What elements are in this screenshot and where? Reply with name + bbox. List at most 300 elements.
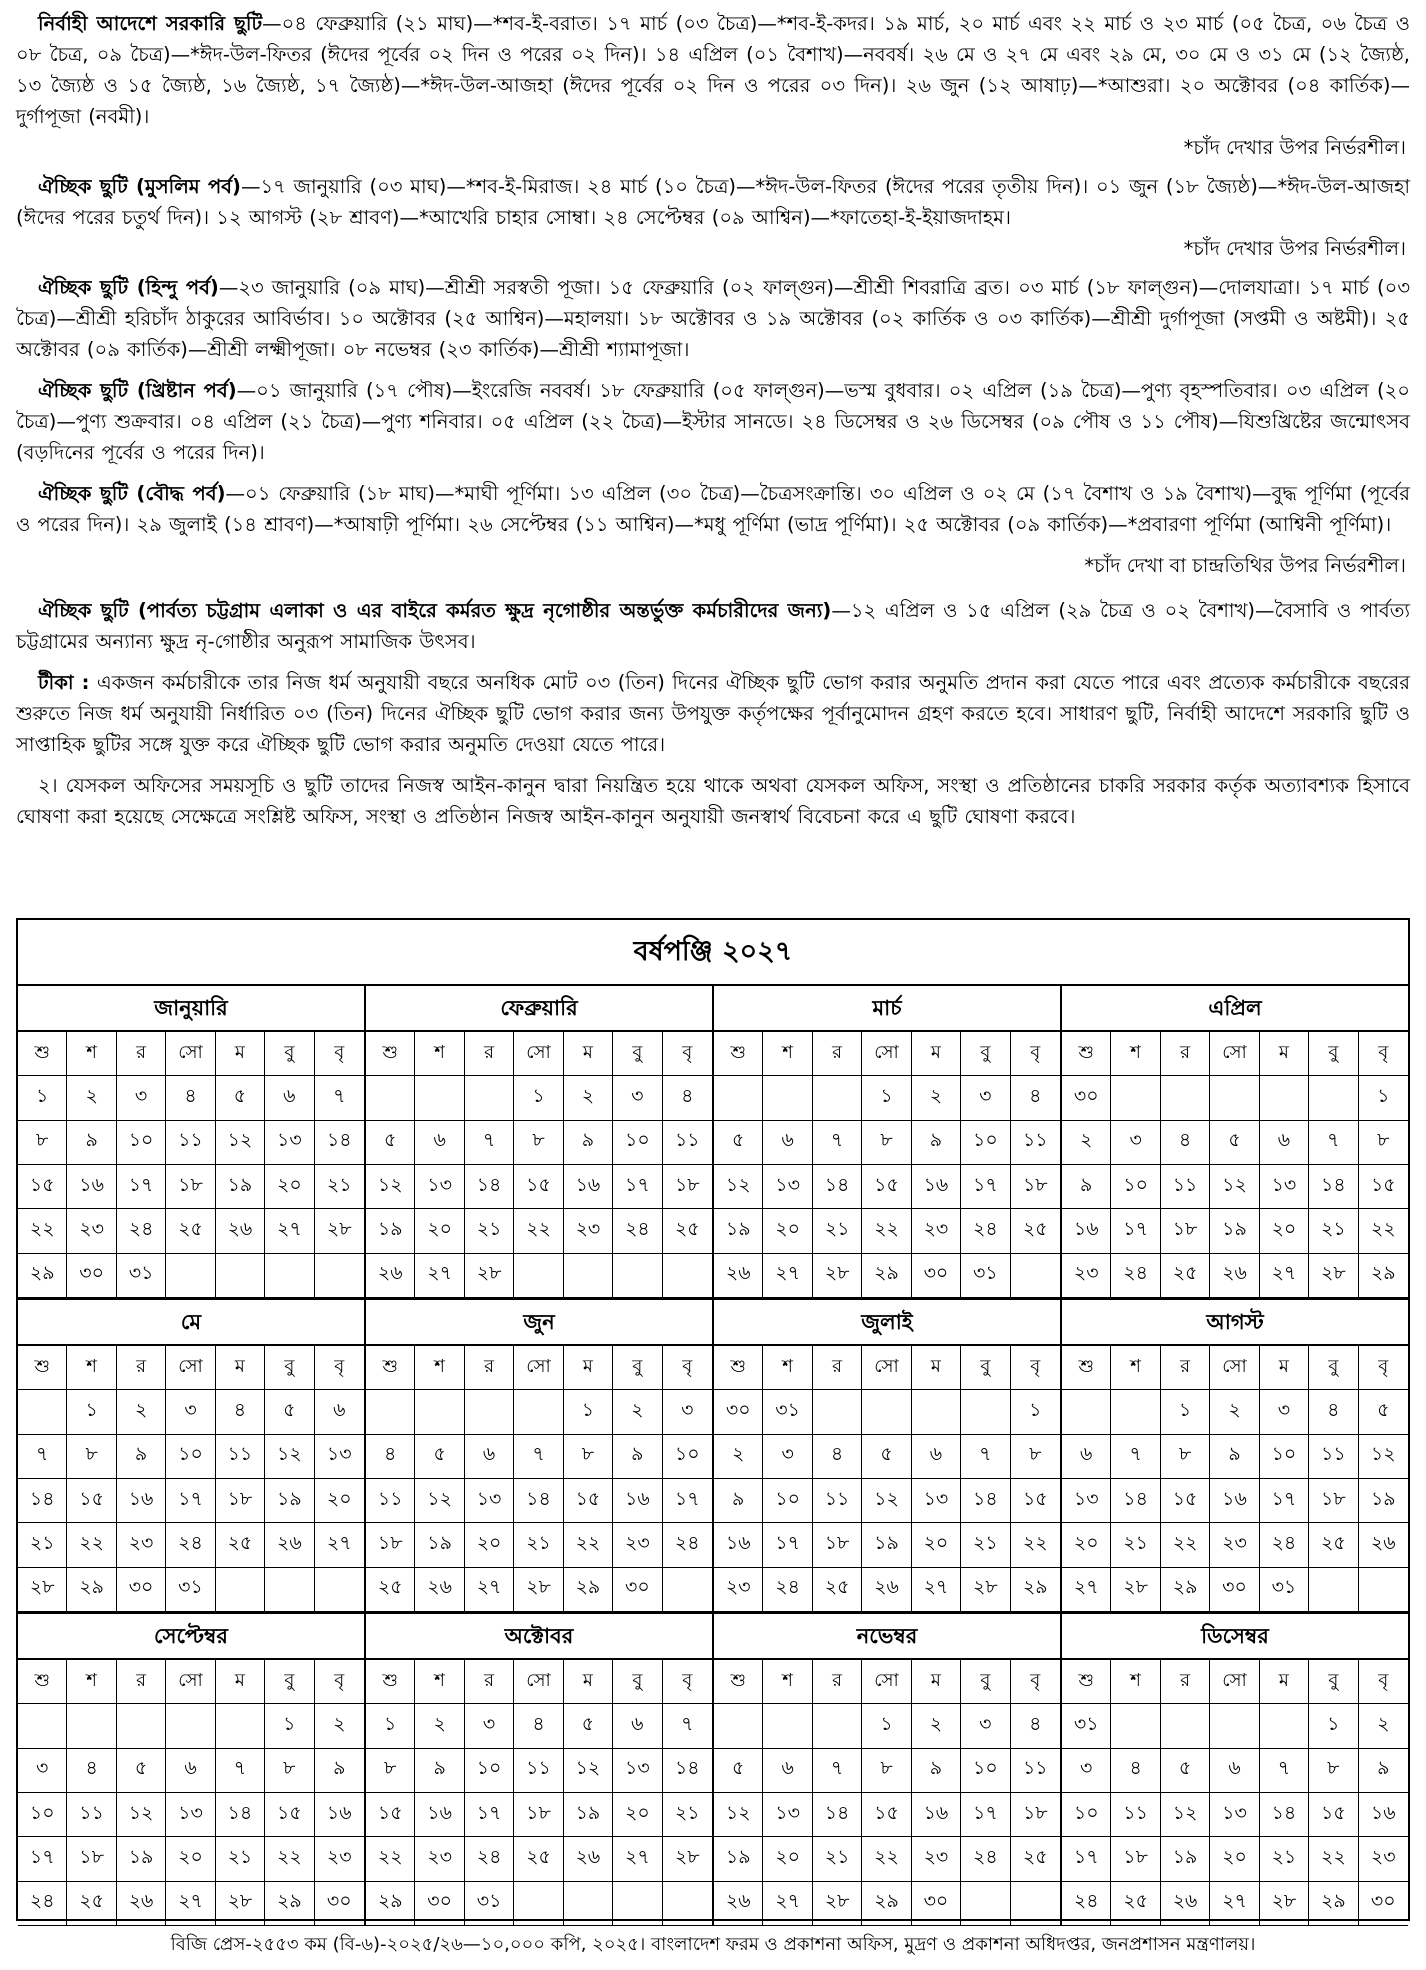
day-cell: ২০: [1062, 1523, 1111, 1567]
day-cell: ২১: [1111, 1523, 1160, 1567]
calendar-2027: [16, 918, 1410, 1921]
day-cell: ২৯: [564, 1568, 613, 1612]
weekday-header: বৃ: [315, 1032, 364, 1076]
day-cell: ২৪: [1062, 1882, 1111, 1926]
day-cell: ২: [415, 1704, 464, 1748]
month-block: [364, 1614, 712, 1926]
day-cell: ১৮: [216, 1479, 265, 1523]
day-cell: ৩১: [465, 1882, 514, 1926]
day-cell: ১৭: [663, 1479, 712, 1523]
month-grid: [366, 1346, 712, 1612]
month-grid: [18, 1660, 364, 1926]
day-cell: ১০: [763, 1479, 812, 1523]
day-cell: ১৩: [166, 1793, 215, 1837]
day-cell: ১০: [1260, 1435, 1309, 1479]
day-cell: ২৫: [1161, 1254, 1210, 1298]
weekday-header: র: [465, 1032, 514, 1076]
day-cell: ১০: [961, 1749, 1010, 1793]
day-cell: [216, 1704, 265, 1748]
paragraph-text: —০৪ ফেব্রুয়ারি (২১ মাঘ)—*শব-ই-বরাত। ১৭ মার্চ (০৩ চৈত্র)—*শব-ই-কদর। ১৯ মার্চ, ২০ মার্চ এবং ২২ মার্চ ও ২৩ মার্চ (০৫ চৈত্র, ০৬ চৈত্র ও ০৮ চৈত্র, ০৯ চৈত্র)—*ঈদ-উল-ফিতর (ঈদের পূর্বের ০২ দিন ও পরের ০২ দিন)। ১৪ এপ্রিল (০১ বৈশাখ)—নববর্ষ। ২৬ মে ও ২৭ মে এবং ২৯ মে, ৩০ মে ও ৩১ মে (১২ জ্যৈষ্ঠ, ১৩ জ্যৈষ্ঠ ও ১৫ জ্যৈষ্ঠ, ১৬ জ্যৈষ্ঠ, ১৭ জ্যৈষ্ঠ)—*ঈদ-উল-আজহা (ঈদের পূর্বের ০২ দিন ও পরের ০৩ দিন)। ২৬ জুন (১২ আষাঢ়)—*আশুরা। ২০ অক্টোবর (০৪ কার্তিক)—দুর্গাপূজা (নবমী)।: [16, 12, 1410, 128]
day-cell: ৮: [1161, 1435, 1210, 1479]
day-cell: ২২: [18, 1209, 67, 1253]
day-cell: ৬: [265, 1076, 314, 1120]
day-cell: ২৬: [117, 1882, 166, 1926]
day-cell: ১৩: [265, 1121, 314, 1165]
day-cell: ২৭: [315, 1523, 364, 1567]
day-cell: ৬: [613, 1704, 662, 1748]
day-cell: ১৬: [912, 1165, 961, 1209]
day-cell: ২৯: [1161, 1568, 1210, 1612]
day-cell: ২৪: [1260, 1523, 1309, 1567]
day-cell: ১৭: [117, 1165, 166, 1209]
day-cell: ৯: [117, 1435, 166, 1479]
weekday-header: বৃ: [1359, 1032, 1408, 1076]
day-cell: ২০: [763, 1837, 812, 1881]
day-cell: ২৬: [366, 1254, 415, 1298]
day-cell: ১৭: [763, 1523, 812, 1567]
day-cell: ২৫: [514, 1837, 563, 1881]
day-cell: [1309, 1076, 1358, 1120]
day-cell: ৭: [961, 1435, 1010, 1479]
day-cell: [1111, 1076, 1160, 1120]
day-cell: ১৬: [67, 1165, 116, 1209]
day-cell: ৭: [18, 1435, 67, 1479]
day-cell: ১০: [18, 1793, 67, 1837]
day-cell: ১৪: [1111, 1479, 1160, 1523]
day-cell: ২৯: [18, 1254, 67, 1298]
day-cell: ১৬: [415, 1793, 464, 1837]
day-cell: ১৩: [415, 1165, 464, 1209]
day-cell: ১১: [67, 1793, 116, 1837]
day-cell: ১৩: [1062, 1479, 1111, 1523]
holiday-paragraph: [16, 8, 1410, 132]
day-cell: ১১: [366, 1479, 415, 1523]
day-cell: ২২: [1161, 1523, 1210, 1567]
day-cell: ১৪: [315, 1121, 364, 1165]
month-row: [18, 1612, 1408, 1926]
day-cell: ৯: [315, 1749, 364, 1793]
day-cell: ১৭: [961, 1793, 1010, 1837]
weekday-header: সো: [1210, 1032, 1259, 1076]
day-cell: [564, 1254, 613, 1298]
day-cell: ২৯: [1309, 1882, 1358, 1926]
day-cell: ৭: [315, 1076, 364, 1120]
day-cell: ১৭: [1062, 1837, 1111, 1881]
day-cell: ২৯: [366, 1882, 415, 1926]
day-cell: ১৭: [1260, 1479, 1309, 1523]
day-cell: [415, 1076, 464, 1120]
holiday-paragraph: [16, 375, 1410, 468]
weekday-header: সো: [1210, 1660, 1259, 1704]
day-cell: ২৫: [1309, 1523, 1358, 1567]
day-cell: ২৩: [117, 1523, 166, 1567]
weekday-header: সো: [514, 1346, 563, 1390]
weekday-header: শু: [366, 1346, 415, 1390]
day-cell: ১৮: [1309, 1479, 1358, 1523]
month-grid: [366, 1032, 712, 1298]
day-cell: ১০: [1111, 1165, 1160, 1209]
weekday-header: সো: [862, 1660, 911, 1704]
day-cell: ১: [514, 1076, 563, 1120]
day-cell: ২: [1210, 1390, 1259, 1434]
day-cell: ১২: [714, 1793, 763, 1837]
day-cell: ১২: [564, 1749, 613, 1793]
day-cell: [514, 1390, 563, 1434]
month-block: [1060, 1614, 1408, 1926]
day-cell: ১৬: [1062, 1209, 1111, 1253]
weekday-header: র: [1161, 1660, 1210, 1704]
paragraph-text: —০১ ফেব্রুয়ারি (১৮ মাঘ)—*মাঘী পূর্ণিমা। ১৩ এপ্রিল (৩০ চৈত্র)—চৈত্রসংক্রান্তি। ৩০ এপ্রিল ও ০২ মে (১৭ বৈশাখ ও ১৯ বৈশাখ)—বুদ্ধ পূর্ণিমা (পূর্বের ও পরের দিন)। ২৯ জুলাই (১৪ শ্রাবণ)—*আষাঢ়ী পূর্ণিমা। ২৬ সেপ্টেম্বর (১১ আশ্বিন)—*মধু পূর্ণিমা (ভাদ্র পূর্ণিমা)। ২৫ অক্টোবর (০৯ কার্তিক)—*প্রবারণা পূর্ণিমা (আশ্বিনী পূর্ণিমা)।: [16, 482, 1410, 536]
day-cell: ১৯: [366, 1209, 415, 1253]
day-cell: ২২: [366, 1837, 415, 1881]
weekday-header: ম: [564, 1660, 613, 1704]
day-cell: ২৩: [564, 1209, 613, 1253]
weekday-header: বু: [613, 1346, 662, 1390]
day-cell: ২৯: [265, 1882, 314, 1926]
day-cell: ২৪: [961, 1837, 1010, 1881]
day-cell: ১০: [613, 1121, 662, 1165]
day-cell: ৪: [514, 1704, 563, 1748]
day-cell: ২৪: [663, 1523, 712, 1567]
day-cell: [514, 1882, 563, 1926]
day-cell: ৩১: [961, 1254, 1010, 1298]
holiday-paragraph: [16, 272, 1410, 365]
day-cell: ১৭: [465, 1793, 514, 1837]
day-cell: ১৪: [1309, 1165, 1358, 1209]
paragraph-heading: নির্বাহী আদেশে সরকারি ছুটি: [38, 12, 263, 35]
weekday-header: ম: [216, 1346, 265, 1390]
day-cell: ৮: [564, 1435, 613, 1479]
day-cell: ৩১: [763, 1390, 812, 1434]
day-cell: ৩১: [1260, 1568, 1309, 1612]
weekday-header: র: [813, 1660, 862, 1704]
day-cell: ১৯: [862, 1523, 911, 1567]
footnote: *চাঁদ দেখা বা চান্দ্রতিথির উপর নির্ভরশীল।: [1084, 554, 1406, 577]
day-cell: ২৮: [1309, 1254, 1358, 1298]
day-cell: ৩: [18, 1749, 67, 1793]
day-cell: ১৯: [415, 1523, 464, 1567]
holiday-paragraph: [16, 171, 1410, 233]
calendar-body: [18, 986, 1408, 1926]
month-name: মে: [18, 1300, 364, 1346]
day-cell: ৮: [366, 1749, 415, 1793]
day-cell: ২: [67, 1076, 116, 1120]
day-cell: ২১: [216, 1837, 265, 1881]
weekday-header: বৃ: [663, 1346, 712, 1390]
day-cell: ১০: [1062, 1793, 1111, 1837]
weekday-header: বৃ: [315, 1660, 364, 1704]
day-cell: ২৮: [18, 1568, 67, 1612]
weekday-header: শু: [1062, 1346, 1111, 1390]
day-cell: [1260, 1704, 1309, 1748]
day-cell: ১৭: [1111, 1209, 1160, 1253]
day-cell: ২: [714, 1435, 763, 1479]
day-cell: [1062, 1390, 1111, 1434]
day-cell: ২৩: [912, 1209, 961, 1253]
day-cell: ২৬: [415, 1568, 464, 1612]
day-cell: ১৪: [813, 1793, 862, 1837]
day-cell: ৪: [813, 1435, 862, 1479]
day-cell: ২: [613, 1390, 662, 1434]
weekday-header: ম: [1260, 1032, 1309, 1076]
month-name: ডিসেম্বর: [1062, 1614, 1408, 1660]
day-cell: ১০: [663, 1435, 712, 1479]
day-cell: ৫: [1210, 1121, 1259, 1165]
month-grid: [714, 1660, 1060, 1926]
day-cell: [961, 1882, 1010, 1926]
day-cell: ৪: [366, 1435, 415, 1479]
day-cell: ২: [1062, 1121, 1111, 1165]
day-cell: ২২: [1309, 1837, 1358, 1881]
day-cell: ৩১: [117, 1254, 166, 1298]
day-cell: [1161, 1076, 1210, 1120]
weekday-header: বু: [1309, 1660, 1358, 1704]
month-grid: [366, 1660, 712, 1926]
weekday-header: শু: [714, 1032, 763, 1076]
day-cell: ২৬: [1210, 1254, 1259, 1298]
day-cell: ৫: [1161, 1749, 1210, 1793]
day-cell: ৩: [961, 1704, 1010, 1748]
day-cell: ৫: [265, 1390, 314, 1434]
weekday-header: শু: [714, 1660, 763, 1704]
day-cell: ৬: [763, 1121, 812, 1165]
day-cell: ২১: [813, 1209, 862, 1253]
day-cell: ১: [1359, 1076, 1408, 1120]
day-cell: ১৭: [18, 1837, 67, 1881]
day-cell: ৯: [415, 1749, 464, 1793]
day-cell: [1359, 1568, 1408, 1612]
day-cell: ২৫: [813, 1568, 862, 1612]
day-cell: ৩১: [166, 1568, 215, 1612]
day-cell: ১: [1309, 1704, 1358, 1748]
day-cell: ৭: [813, 1749, 862, 1793]
month-name: জুন: [366, 1300, 712, 1346]
day-cell: ৩০: [912, 1254, 961, 1298]
day-cell: ২০: [912, 1523, 961, 1567]
month-name: জুলাই: [714, 1300, 1060, 1346]
day-cell: ৬: [465, 1435, 514, 1479]
day-cell: ২৪: [166, 1523, 215, 1567]
day-cell: [763, 1076, 812, 1120]
day-cell: ৯: [613, 1435, 662, 1479]
day-cell: ২৩: [1359, 1837, 1408, 1881]
weekday-header: শ: [67, 1346, 116, 1390]
day-cell: ৩০: [1359, 1882, 1408, 1926]
day-cell: ১৪: [961, 1479, 1010, 1523]
day-cell: ৯: [912, 1749, 961, 1793]
day-cell: [613, 1882, 662, 1926]
day-cell: ২৭: [912, 1568, 961, 1612]
weekday-header: শ: [1111, 1032, 1160, 1076]
day-cell: ২৯: [67, 1568, 116, 1612]
day-cell: ১: [366, 1704, 415, 1748]
weekday-header: শু: [366, 1032, 415, 1076]
day-cell: ৮: [18, 1121, 67, 1165]
month-grid: [1062, 1660, 1408, 1926]
day-cell: ১৮: [366, 1523, 415, 1567]
day-cell: ২৭: [166, 1882, 215, 1926]
weekday-header: র: [117, 1660, 166, 1704]
day-cell: ১৪: [514, 1479, 563, 1523]
paragraph-text: —১৭ জানুয়ারি (০৩ মাঘ)—*শব-ই-মিরাজ। ২৪ মার্চ (১০ চৈত্র)—*ঈদ-উল-ফিতর (ঈদের পরের তৃতীয় দিন)। ০১ জুন (১৮ জ্যৈষ্ঠ)—*ঈদ-উল-আজহা (ঈদের পরের চতুর্থ দিন)। ১২ আগস্ট (২৮ শ্রাবণ)—*আখেরি চাহার সোম্বা। ২৪ সেপ্টেম্বর (০৯ আশ্বিন)—*ফাতেহা-ই-ইয়াজদাহম।: [16, 175, 1410, 229]
month-grid: [1062, 1032, 1408, 1298]
month-grid: [18, 1032, 364, 1298]
day-cell: ১৫: [1011, 1479, 1060, 1523]
day-cell: ১৫: [265, 1793, 314, 1837]
month-name: সেপ্টেম্বর: [18, 1614, 364, 1660]
day-cell: ২৮: [514, 1568, 563, 1612]
day-cell: ৩০: [67, 1254, 116, 1298]
day-cell: ২১: [514, 1523, 563, 1567]
month-block: [364, 1300, 712, 1612]
day-cell: ১১: [166, 1121, 215, 1165]
day-cell: ৩০: [1210, 1568, 1259, 1612]
weekday-header: শু: [366, 1660, 415, 1704]
day-cell: ২৬: [714, 1254, 763, 1298]
month-grid: [714, 1032, 1060, 1298]
month-row: [18, 1298, 1408, 1612]
day-cell: ৭: [1111, 1435, 1160, 1479]
weekday-header: বৃ: [1011, 1032, 1060, 1076]
weekday-header: বু: [961, 1032, 1010, 1076]
day-cell: ২: [1359, 1704, 1408, 1748]
day-cell: ২৯: [1011, 1568, 1060, 1612]
day-cell: ৫: [714, 1121, 763, 1165]
day-cell: ২৩: [613, 1523, 662, 1567]
day-cell: ৩০: [415, 1882, 464, 1926]
day-cell: ২৫: [166, 1209, 215, 1253]
day-cell: ৩: [1062, 1749, 1111, 1793]
day-cell: ১৯: [1359, 1479, 1408, 1523]
weekday-header: শ: [415, 1346, 464, 1390]
weekday-header: শু: [1062, 1660, 1111, 1704]
day-cell: [1210, 1076, 1259, 1120]
day-cell: ২: [117, 1390, 166, 1434]
tika-text: একজন কর্মচারীকে তার নিজ ধর্ম অনুযায়ী বছরে অনধিক মোট ০৩ (তিন) দিনের ঐচ্ছিক ছুটি ভোগ করার অনুমতি প্রদান করা যেতে পারে এবং প্রত্যেক কর্মচারীকে বছরের শুরুতে নিজ ধর্ম অনুযায়ী নির্ধারিত ০৩ (তিন) দিনের ঐচ্ছিক ছুটি ভোগ করার জন্য উপযুক্ত কর্তৃপক্ষের পূর্বানুমোদন গ্রহণ করতে হবে। সাধারণ ছুটি, নির্বাহী আদেশে সরকারি ছুটি ও সাপ্তাহিক ছুটির সঙ্গে যুক্ত করে ঐচ্ছিক ছুটি ভোগ করার অনুমতি দেওয়া যেতে পারে।: [16, 671, 1411, 756]
paragraph-heading: ঐচ্ছিক ছুটি (বৌদ্ধ পর্ব): [38, 482, 226, 505]
day-cell: ১১: [813, 1479, 862, 1523]
day-cell: ৮: [862, 1749, 911, 1793]
day-cell: ২৯: [862, 1882, 911, 1926]
day-cell: ১৩: [315, 1435, 364, 1479]
day-cell: ৬: [763, 1749, 812, 1793]
day-cell: ১৩: [763, 1165, 812, 1209]
day-cell: ২৩: [67, 1209, 116, 1253]
day-cell: ১৮: [1111, 1837, 1160, 1881]
day-cell: ৫: [415, 1435, 464, 1479]
day-cell: ২৮: [813, 1254, 862, 1298]
day-cell: ২৩: [315, 1837, 364, 1881]
day-cell: ১২: [117, 1793, 166, 1837]
day-cell: ২৮: [1111, 1568, 1160, 1612]
day-cell: ৫: [366, 1121, 415, 1165]
day-cell: [1210, 1704, 1259, 1748]
day-cell: ৪: [1161, 1121, 1210, 1165]
month-row: [18, 986, 1408, 1298]
weekday-header: সো: [862, 1032, 911, 1076]
weekday-header: সো: [862, 1346, 911, 1390]
day-cell: ২৬: [1359, 1523, 1408, 1567]
day-cell: ১৮: [166, 1165, 215, 1209]
day-cell: ৫: [1359, 1390, 1408, 1434]
weekday-header: বু: [1309, 1032, 1358, 1076]
day-cell: [67, 1704, 116, 1748]
day-cell: [813, 1390, 862, 1434]
weekday-header: র: [813, 1346, 862, 1390]
weekday-header: শ: [763, 1346, 812, 1390]
weekday-header: শ: [763, 1032, 812, 1076]
weekday-header: বৃ: [663, 1032, 712, 1076]
day-cell: ২৫: [1011, 1209, 1060, 1253]
weekday-header: সো: [1210, 1346, 1259, 1390]
day-cell: [714, 1704, 763, 1748]
day-cell: ১৯: [1210, 1209, 1259, 1253]
day-cell: ১২: [1210, 1165, 1259, 1209]
day-cell: [216, 1568, 265, 1612]
day-cell: ২৮: [813, 1882, 862, 1926]
day-cell: ১৯: [714, 1209, 763, 1253]
weekday-header: বৃ: [1359, 1660, 1408, 1704]
day-cell: ২১: [18, 1523, 67, 1567]
weekday-header: ম: [216, 1032, 265, 1076]
day-cell: [315, 1254, 364, 1298]
day-cell: ১: [564, 1390, 613, 1434]
day-cell: ৫: [216, 1076, 265, 1120]
paragraph-text: —১২ এপ্রিল ও ১৫ এপ্রিল (২৯ চৈত্র ও ০২ বৈশাখ)—বৈসাবি ও পার্বত্য চট্টগ্রামের অন্যান্য ক্ষুদ্র নৃ-গোষ্ঠীর অনুরূপ সামাজিক উৎসব।: [16, 599, 1411, 653]
day-cell: ৫: [862, 1435, 911, 1479]
weekday-header: র: [1161, 1346, 1210, 1390]
holiday-paragraph: [16, 595, 1410, 657]
day-cell: ২৪: [117, 1209, 166, 1253]
day-cell: ১৯: [564, 1793, 613, 1837]
day-cell: ১৭: [613, 1165, 662, 1209]
day-cell: [961, 1390, 1010, 1434]
day-cell: ২৮: [216, 1882, 265, 1926]
day-cell: ৭: [514, 1435, 563, 1479]
paragraph-text: —২৩ জানুয়ারি (০৯ মাঘ)—শ্রীশ্রী সরস্বতী পূজা। ১৫ ফেব্রুয়ারি (০২ ফাল্গুন)—শ্রীশ্রী শিবরাত্রি ব্রত। ০৩ মার্চ (১৮ ফাল্গুন)—দোলযাত্রা। ১৭ মার্চ (০৩ চৈত্র)—শ্রীশ্রী হরিচাঁদ ঠাকুরের আবির্ভাব। ১০ অক্টোবর (২৫ আশ্বিন)—মহালয়া। ১৮ অক্টোবর ও ১৯ অক্টোবর (০২ কার্তিক ও ০৩ কার্তিক)—শ্রীশ্রী দুর্গাপূজা (সপ্তমী ও অষ্টমী)। ২৫ অক্টোবর (০৯ কার্তিক)—শ্রীশ্রী লক্ষ্মীপূজা। ০৮ নভেম্বর (২৩ কার্তিক)—শ্রীশ্রী শ্যামাপূজা।: [16, 276, 1411, 361]
day-cell: ৫: [564, 1704, 613, 1748]
day-cell: ২১: [315, 1165, 364, 1209]
day-cell: ১৫: [1359, 1165, 1408, 1209]
day-cell: [663, 1568, 712, 1612]
month-name: মার্চ: [714, 986, 1060, 1032]
weekday-header: শ: [1111, 1346, 1160, 1390]
day-cell: ১৯: [714, 1837, 763, 1881]
day-cell: ১৫: [1309, 1793, 1358, 1837]
day-cell: ২২: [514, 1209, 563, 1253]
day-cell: ৮: [1309, 1749, 1358, 1793]
month-block: [712, 1614, 1060, 1926]
day-cell: ২৯: [862, 1254, 911, 1298]
day-cell: ১: [67, 1390, 116, 1434]
day-cell: [265, 1254, 314, 1298]
weekday-header: র: [813, 1032, 862, 1076]
day-cell: ১১: [1309, 1435, 1358, 1479]
day-cell: ৪: [216, 1390, 265, 1434]
day-cell: ৮: [514, 1121, 563, 1165]
day-cell: ৯: [1210, 1435, 1259, 1479]
paragraph-heading: ঐচ্ছিক ছুটি (মুসলিম পর্ব): [38, 175, 241, 198]
day-cell: ২৪: [613, 1209, 662, 1253]
month-block: [364, 986, 712, 1298]
weekday-header: সো: [166, 1346, 215, 1390]
day-cell: ২০: [1210, 1837, 1259, 1881]
day-cell: ১৬: [315, 1793, 364, 1837]
weekday-header: বু: [961, 1346, 1010, 1390]
month-block: [1060, 1300, 1408, 1612]
day-cell: ১৭: [961, 1165, 1010, 1209]
day-cell: ২০: [415, 1209, 464, 1253]
